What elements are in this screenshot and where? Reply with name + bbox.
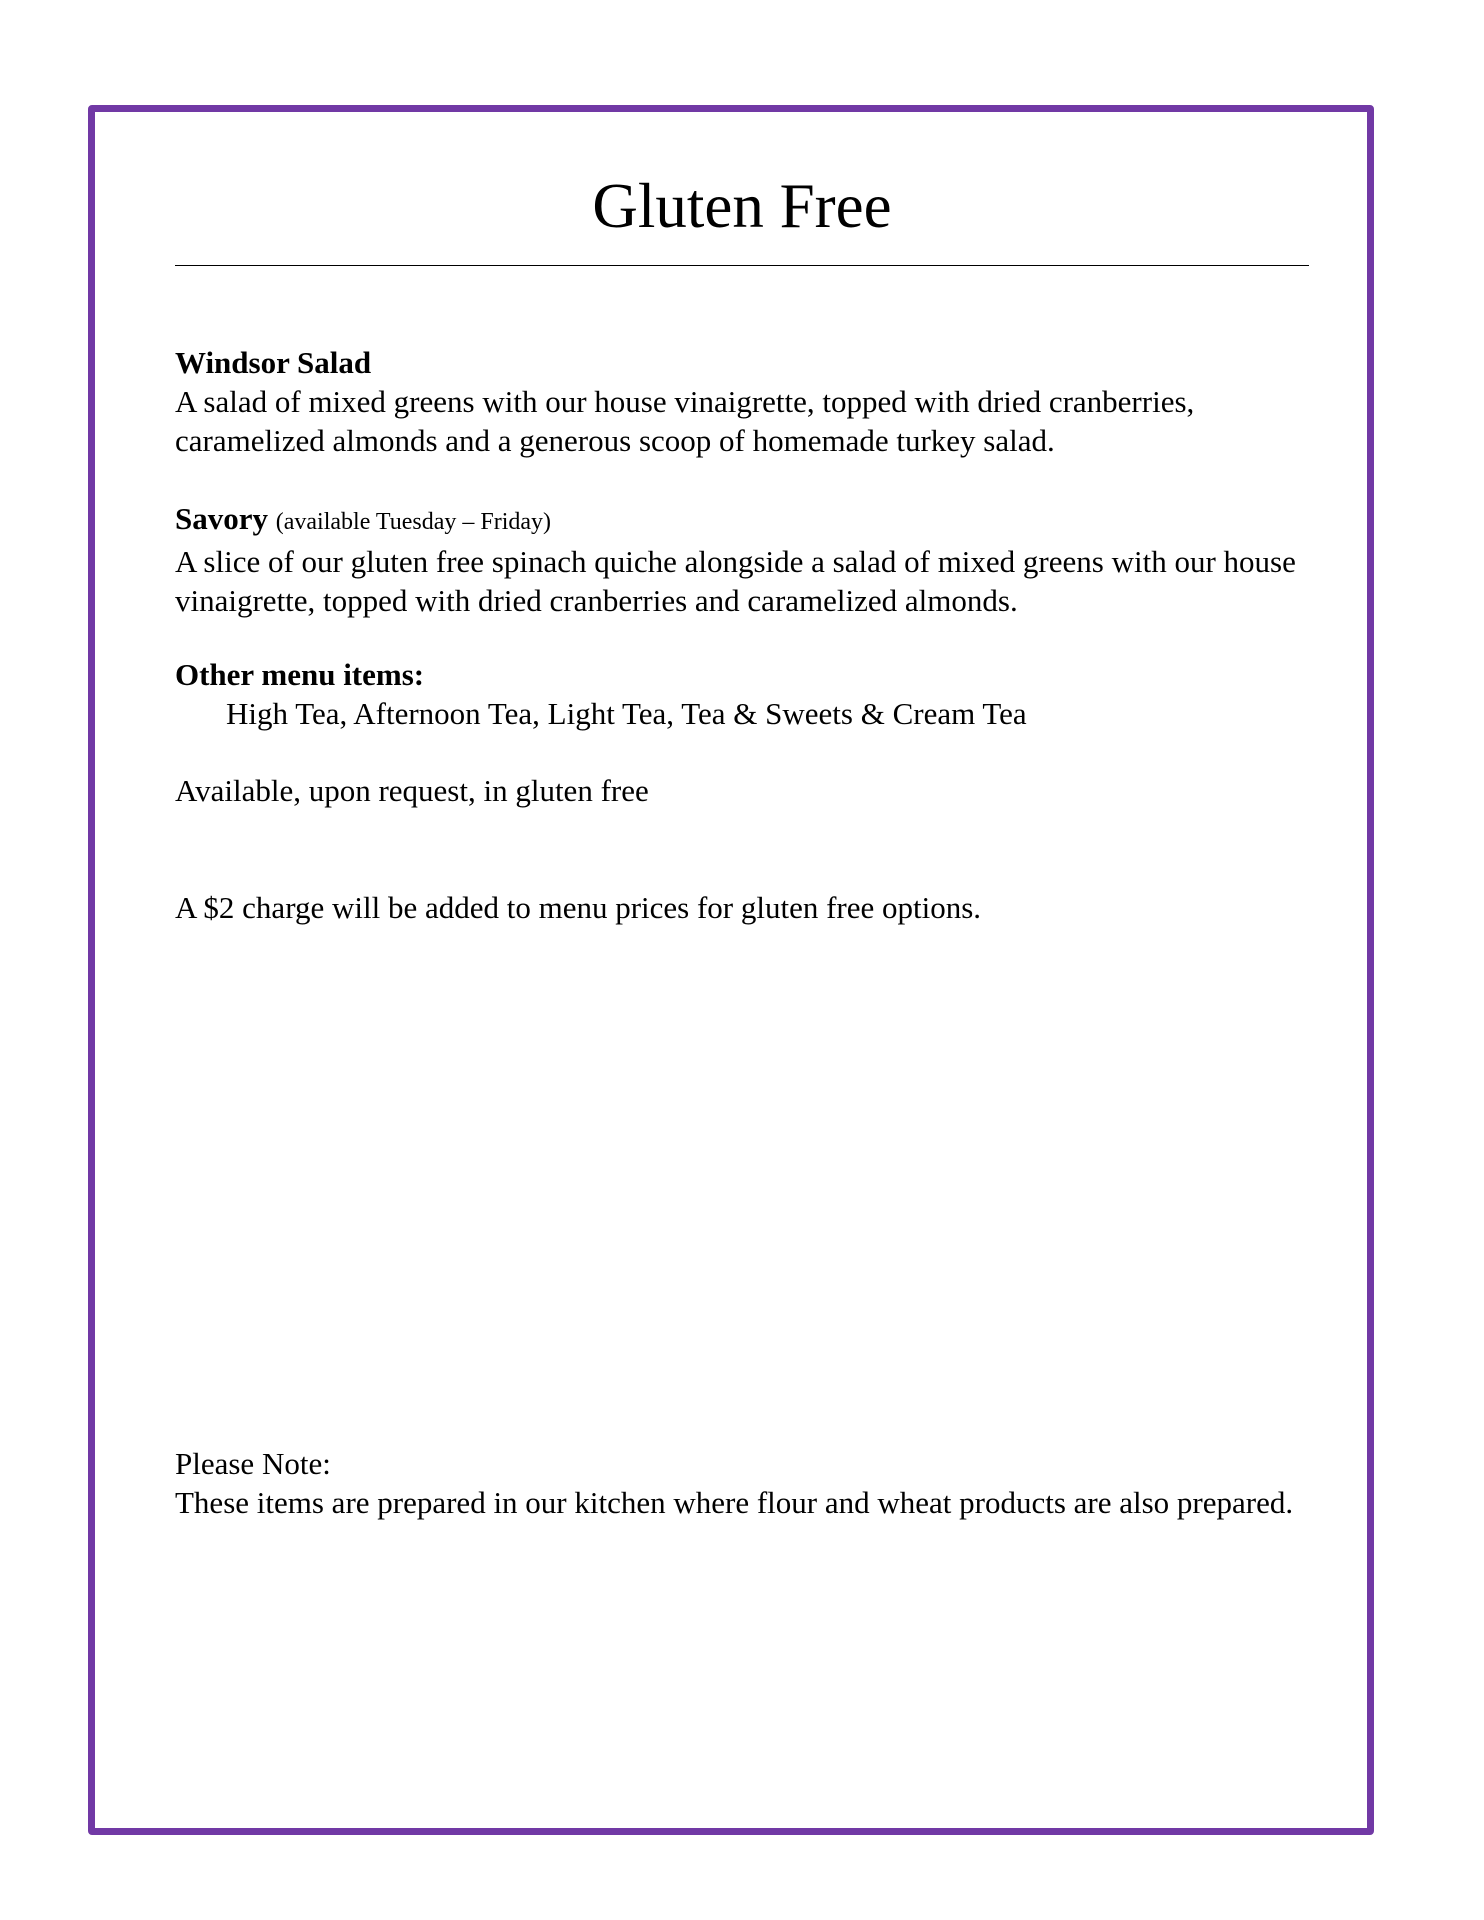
- menu-item-windsor-salad: [175, 343, 1325, 460]
- please-note: [175, 1444, 1325, 1522]
- charge-note: A $2 charge will be added to menu prices for gluten free options.: [175, 890, 982, 925]
- note-text: These items are prepared in our kitchen where flour and wheat products are also prepared.: [175, 1485, 1294, 1520]
- other-list: High Tea, Afternoon Tea, Light Tea, Tea & Sweets & Cream Tea: [226, 696, 1027, 731]
- item-name: Savory: [175, 501, 268, 536]
- menu-item-savory: [175, 499, 1325, 620]
- title-divider: [175, 265, 1309, 266]
- item-availability: (available Tuesday – Friday): [275, 509, 552, 535]
- item-description: A slice of our gluten free spinach quiche alongside a salad of mixed greens with our house vinaigrette, topped with dried cranberries and caramelized almonds.: [175, 544, 1296, 618]
- item-header: [175, 499, 1325, 542]
- availability-text: Available, upon request, in gluten free: [175, 773, 649, 808]
- page-title: Gluten Free: [592, 171, 892, 241]
- item-name: Windsor Salad: [175, 345, 372, 380]
- other-menu-items: [175, 655, 1325, 733]
- other-heading: Other menu items:: [175, 657, 425, 692]
- note-heading: Please Note:: [175, 1446, 331, 1481]
- item-description: A salad of mixed greens with our house vinaigrette, topped with dried cranberries, caramelized almonds and a generous scoop of homemade turkey salad.: [175, 384, 1195, 458]
